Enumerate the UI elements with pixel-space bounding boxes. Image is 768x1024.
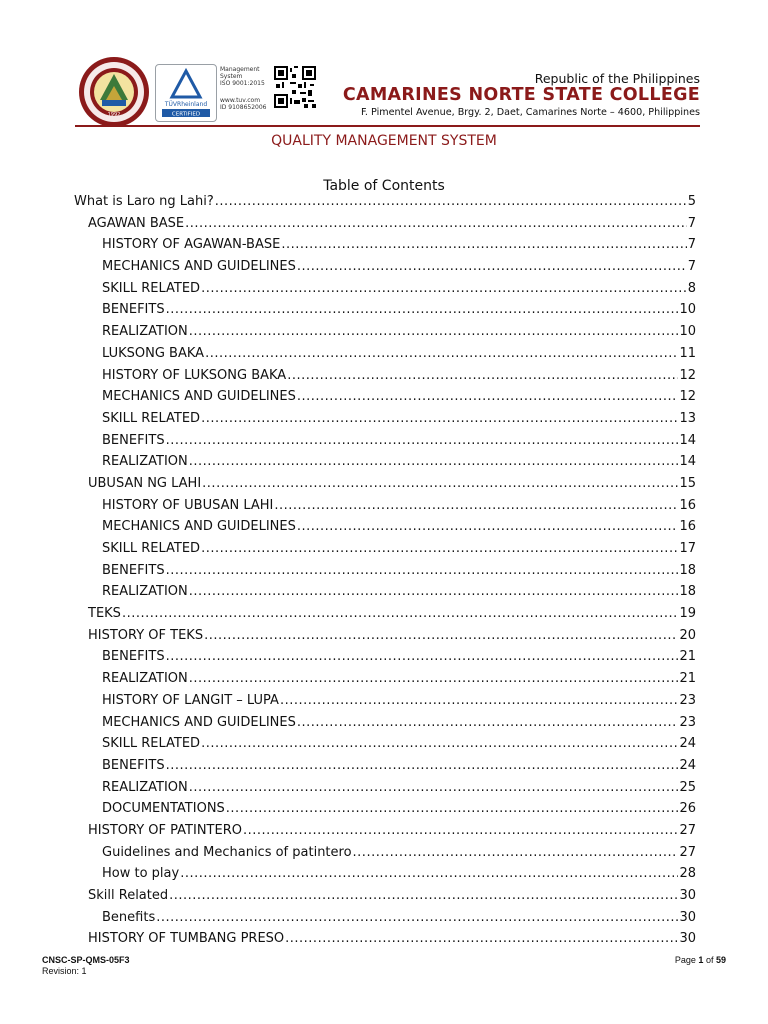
toc-leader-dots	[202, 476, 678, 491]
toc-entry[interactable]	[74, 584, 696, 606]
toc-entry-title: How to play	[102, 866, 180, 882]
toc-entry-page: 21	[679, 671, 696, 687]
toc-entry-title: AGAWAN BASE	[88, 215, 185, 231]
toc-entry[interactable]	[74, 368, 696, 390]
toc-entry[interactable]	[74, 606, 696, 628]
toc-entry[interactable]	[74, 910, 696, 932]
toc-entry-page: 17	[679, 541, 696, 556]
toc-entry-title: BENEFITS	[102, 302, 165, 318]
toc-entry-page: 12	[679, 367, 696, 383]
toc-entry-page: 23	[679, 692, 696, 708]
toc-entry[interactable]	[74, 888, 696, 910]
toc-entry-title: REALIZATION	[102, 779, 188, 795]
toc-entry-title: TEKS	[88, 606, 121, 622]
toc-leader-dots	[280, 693, 679, 708]
toc-entry-title: SKILL RELATED	[102, 541, 201, 556]
toc-entry[interactable]	[74, 780, 696, 802]
college-seal-logo	[78, 56, 150, 128]
toc-entry-page: 20	[679, 627, 696, 643]
toc-leader-dots	[189, 671, 679, 686]
toc-entry-page: 18	[679, 562, 696, 578]
toc-entry-title: SKILL RELATED	[102, 410, 201, 426]
toc-title: Table of Contents	[323, 178, 445, 194]
toc-entry[interactable]	[74, 346, 696, 368]
college-address: F. Pimentel Avenue, Brgy. 2, Daet, Camarines Norte – 4600, Philippines	[360, 107, 700, 118]
toc-leader-dots	[201, 281, 687, 296]
toc-entry-title: HISTORY OF TUMBANG PRESO	[88, 931, 285, 947]
toc-leader-dots	[297, 715, 679, 730]
toc-entry-title: REALIZATION	[102, 671, 188, 687]
toc-entry[interactable]	[74, 649, 696, 671]
toc-entry-page: 23	[679, 714, 696, 730]
toc-entry[interactable]	[74, 736, 696, 758]
toc-leader-dots	[297, 519, 679, 534]
toc-entry[interactable]	[74, 845, 696, 867]
toc-entry-page: 25	[679, 779, 696, 795]
toc-leader-dots	[156, 910, 678, 925]
system-title: QUALITY MANAGEMENT SYSTEM	[271, 133, 497, 149]
toc-leader-dots	[169, 888, 678, 903]
toc-entry-title: BENEFITS	[102, 432, 165, 448]
toc-entry[interactable]	[74, 671, 696, 693]
toc-entry-title: LUKSONG BAKA	[102, 345, 205, 361]
toc-leader-dots	[353, 845, 679, 860]
toc-entry-page: 27	[679, 844, 696, 860]
toc-entry-page: 7	[687, 215, 696, 231]
toc-entry-page: 8	[687, 280, 696, 296]
toc-entry-title: What is Laro ng Lahi?	[74, 194, 214, 209]
toc-entry-page: 14	[679, 432, 696, 448]
toc-leader-dots	[166, 758, 679, 773]
toc-leader-dots	[274, 498, 678, 513]
toc-entry-title: MECHANICS AND GUIDELINES	[102, 259, 296, 275]
toc-entry-page: 30	[679, 931, 696, 947]
college-name: CAMARINES NORTE STATE COLLEGE	[342, 85, 700, 105]
tuv-certification-badge	[155, 64, 217, 122]
toc-entry[interactable]	[74, 563, 696, 585]
svg-text:CERTIFIED: CERTIFIED	[171, 111, 201, 118]
toc-entry[interactable]	[74, 758, 696, 780]
toc-entry-page: 30	[679, 909, 696, 925]
toc-leader-dots	[189, 780, 679, 795]
toc-entry[interactable]	[74, 628, 696, 650]
toc-leader-dots	[189, 454, 679, 469]
toc-entry-title: HISTORY OF LANGIT – LUPA	[102, 692, 279, 708]
toc-entry[interactable]	[74, 715, 696, 737]
toc-entry-page: 13	[679, 410, 696, 426]
toc-leader-dots	[215, 194, 687, 209]
toc-leader-dots	[180, 866, 678, 881]
toc-entry-title: BENEFITS	[102, 649, 165, 665]
toc-entry-title: Guidelines and Mechanics of patintero	[102, 844, 352, 860]
toc-entry-page: 19	[679, 606, 696, 622]
page-number: Page 1 of 59	[674, 955, 726, 965]
toc-entry-page: 15	[679, 475, 696, 491]
toc-entry-title: SKILL RELATED	[102, 280, 201, 296]
toc-leader-dots	[297, 389, 679, 404]
toc-entry-page: 7	[687, 237, 696, 253]
toc-entry-title: HISTORY OF TEKS	[88, 627, 204, 643]
toc-leader-dots	[205, 346, 678, 361]
toc-leader-dots	[281, 237, 686, 252]
toc-entry-page: 27	[679, 822, 696, 838]
toc-entry-title: HISTORY OF UBUSAN LAHI	[102, 497, 274, 513]
toc-entry-title: BENEFITS	[102, 562, 165, 578]
certification-text: Management System ISO 9001:2015 www.tuv.com ID 9108652006	[220, 66, 267, 111]
toc-entry-page: 30	[679, 888, 696, 903]
toc-entry-page: 10	[679, 324, 696, 340]
toc-entry-page: 16	[679, 519, 696, 535]
toc-entry[interactable]	[74, 931, 696, 953]
toc-entry-page: 10	[679, 302, 696, 318]
toc-entry-title: UBUSAN NG LAHI	[88, 475, 202, 491]
toc-leader-dots	[243, 823, 678, 838]
toc-entry-title: HISTORY OF PATINTERO	[88, 822, 242, 838]
toc-entry[interactable]	[74, 866, 696, 888]
toc-entry-title: BENEFITS	[102, 757, 165, 773]
toc-leader-dots	[189, 584, 679, 599]
toc-entry-page: 26	[679, 801, 696, 817]
qr-code-icon	[274, 66, 316, 108]
tuv-triangle-icon	[156, 65, 216, 121]
toc-entry-page: 11	[679, 345, 696, 361]
toc-entry-page: 7	[687, 259, 696, 275]
toc-leader-dots	[285, 931, 678, 946]
toc-entry-title: MECHANICS AND GUIDELINES	[102, 714, 296, 730]
toc-entry-page: 24	[679, 736, 696, 752]
toc-leader-dots	[297, 259, 687, 274]
toc-entry-page: 18	[679, 584, 696, 600]
toc-entry[interactable]	[74, 541, 696, 563]
toc-entry[interactable]	[74, 216, 696, 238]
toc-entry[interactable]	[74, 693, 696, 715]
toc-entry[interactable]	[74, 433, 696, 455]
toc-entry-title: HISTORY OF LUKSONG BAKA	[102, 367, 287, 383]
toc-leader-dots	[287, 368, 678, 383]
toc-entry-title: REALIZATION	[102, 324, 188, 340]
toc-entry[interactable]	[74, 801, 696, 823]
toc-leader-dots	[166, 302, 679, 317]
document-code: CNSC-SP-QMS-05F3	[42, 955, 130, 965]
toc-leader-dots	[185, 216, 687, 231]
document-header	[0, 0, 768, 160]
toc-entry[interactable]	[74, 259, 696, 281]
toc-leader-dots	[166, 563, 679, 578]
toc-entry-page: 16	[679, 497, 696, 513]
toc-entry-page: 14	[679, 454, 696, 470]
toc-entry-title: REALIZATION	[102, 584, 188, 600]
toc-leader-dots	[166, 433, 679, 448]
toc-leader-dots	[204, 628, 678, 643]
toc-entry-page: 5	[687, 194, 696, 209]
toc-entry[interactable]	[74, 823, 696, 845]
toc-leader-dots	[201, 411, 678, 426]
toc-entry-title: MECHANICS AND GUIDELINES	[102, 389, 296, 405]
toc-entry-title: SKILL RELATED	[102, 736, 201, 752]
toc-entry[interactable]	[74, 476, 696, 498]
toc-entry[interactable]	[74, 302, 696, 324]
toc-entry[interactable]	[74, 237, 696, 259]
toc-entry[interactable]	[74, 498, 696, 520]
toc-entry-title: Skill Related	[88, 888, 169, 903]
toc-leader-dots	[226, 801, 679, 816]
toc-entry-page: 24	[679, 757, 696, 773]
toc-entry[interactable]	[74, 389, 696, 411]
toc-entry[interactable]	[74, 411, 696, 433]
toc-entry[interactable]	[74, 519, 696, 541]
svg-text:1992: 1992	[107, 112, 121, 118]
header-divider	[75, 125, 700, 127]
toc-leader-dots	[189, 324, 679, 339]
footer-document-info	[42, 955, 130, 977]
revision-label: Revision: 1	[42, 966, 87, 976]
republic-label: Republic of the Philippines	[534, 71, 700, 86]
table-of-contents	[74, 194, 696, 953]
svg-text:TÜVRheinland: TÜVRheinland	[164, 101, 208, 108]
toc-entry-title: REALIZATION	[102, 454, 188, 470]
toc-entry[interactable]	[74, 454, 696, 476]
toc-leader-dots	[201, 736, 678, 751]
toc-entry-title: MECHANICS AND GUIDELINES	[102, 519, 296, 535]
toc-entry-title: HISTORY OF AGAWAN-BASE	[102, 237, 281, 253]
toc-entry-page: 28	[679, 866, 696, 882]
toc-leader-dots	[122, 606, 679, 621]
toc-entry-title: DOCUMENTATIONS	[102, 801, 225, 817]
toc-entry[interactable]	[74, 194, 696, 216]
toc-leader-dots	[166, 649, 679, 664]
toc-entry-page: 21	[679, 649, 696, 665]
toc-entry-title: Benefits	[102, 909, 156, 925]
toc-leader-dots	[201, 541, 678, 556]
toc-entry-page: 12	[679, 389, 696, 405]
toc-entry[interactable]	[74, 324, 696, 346]
toc-entry[interactable]	[74, 281, 696, 303]
